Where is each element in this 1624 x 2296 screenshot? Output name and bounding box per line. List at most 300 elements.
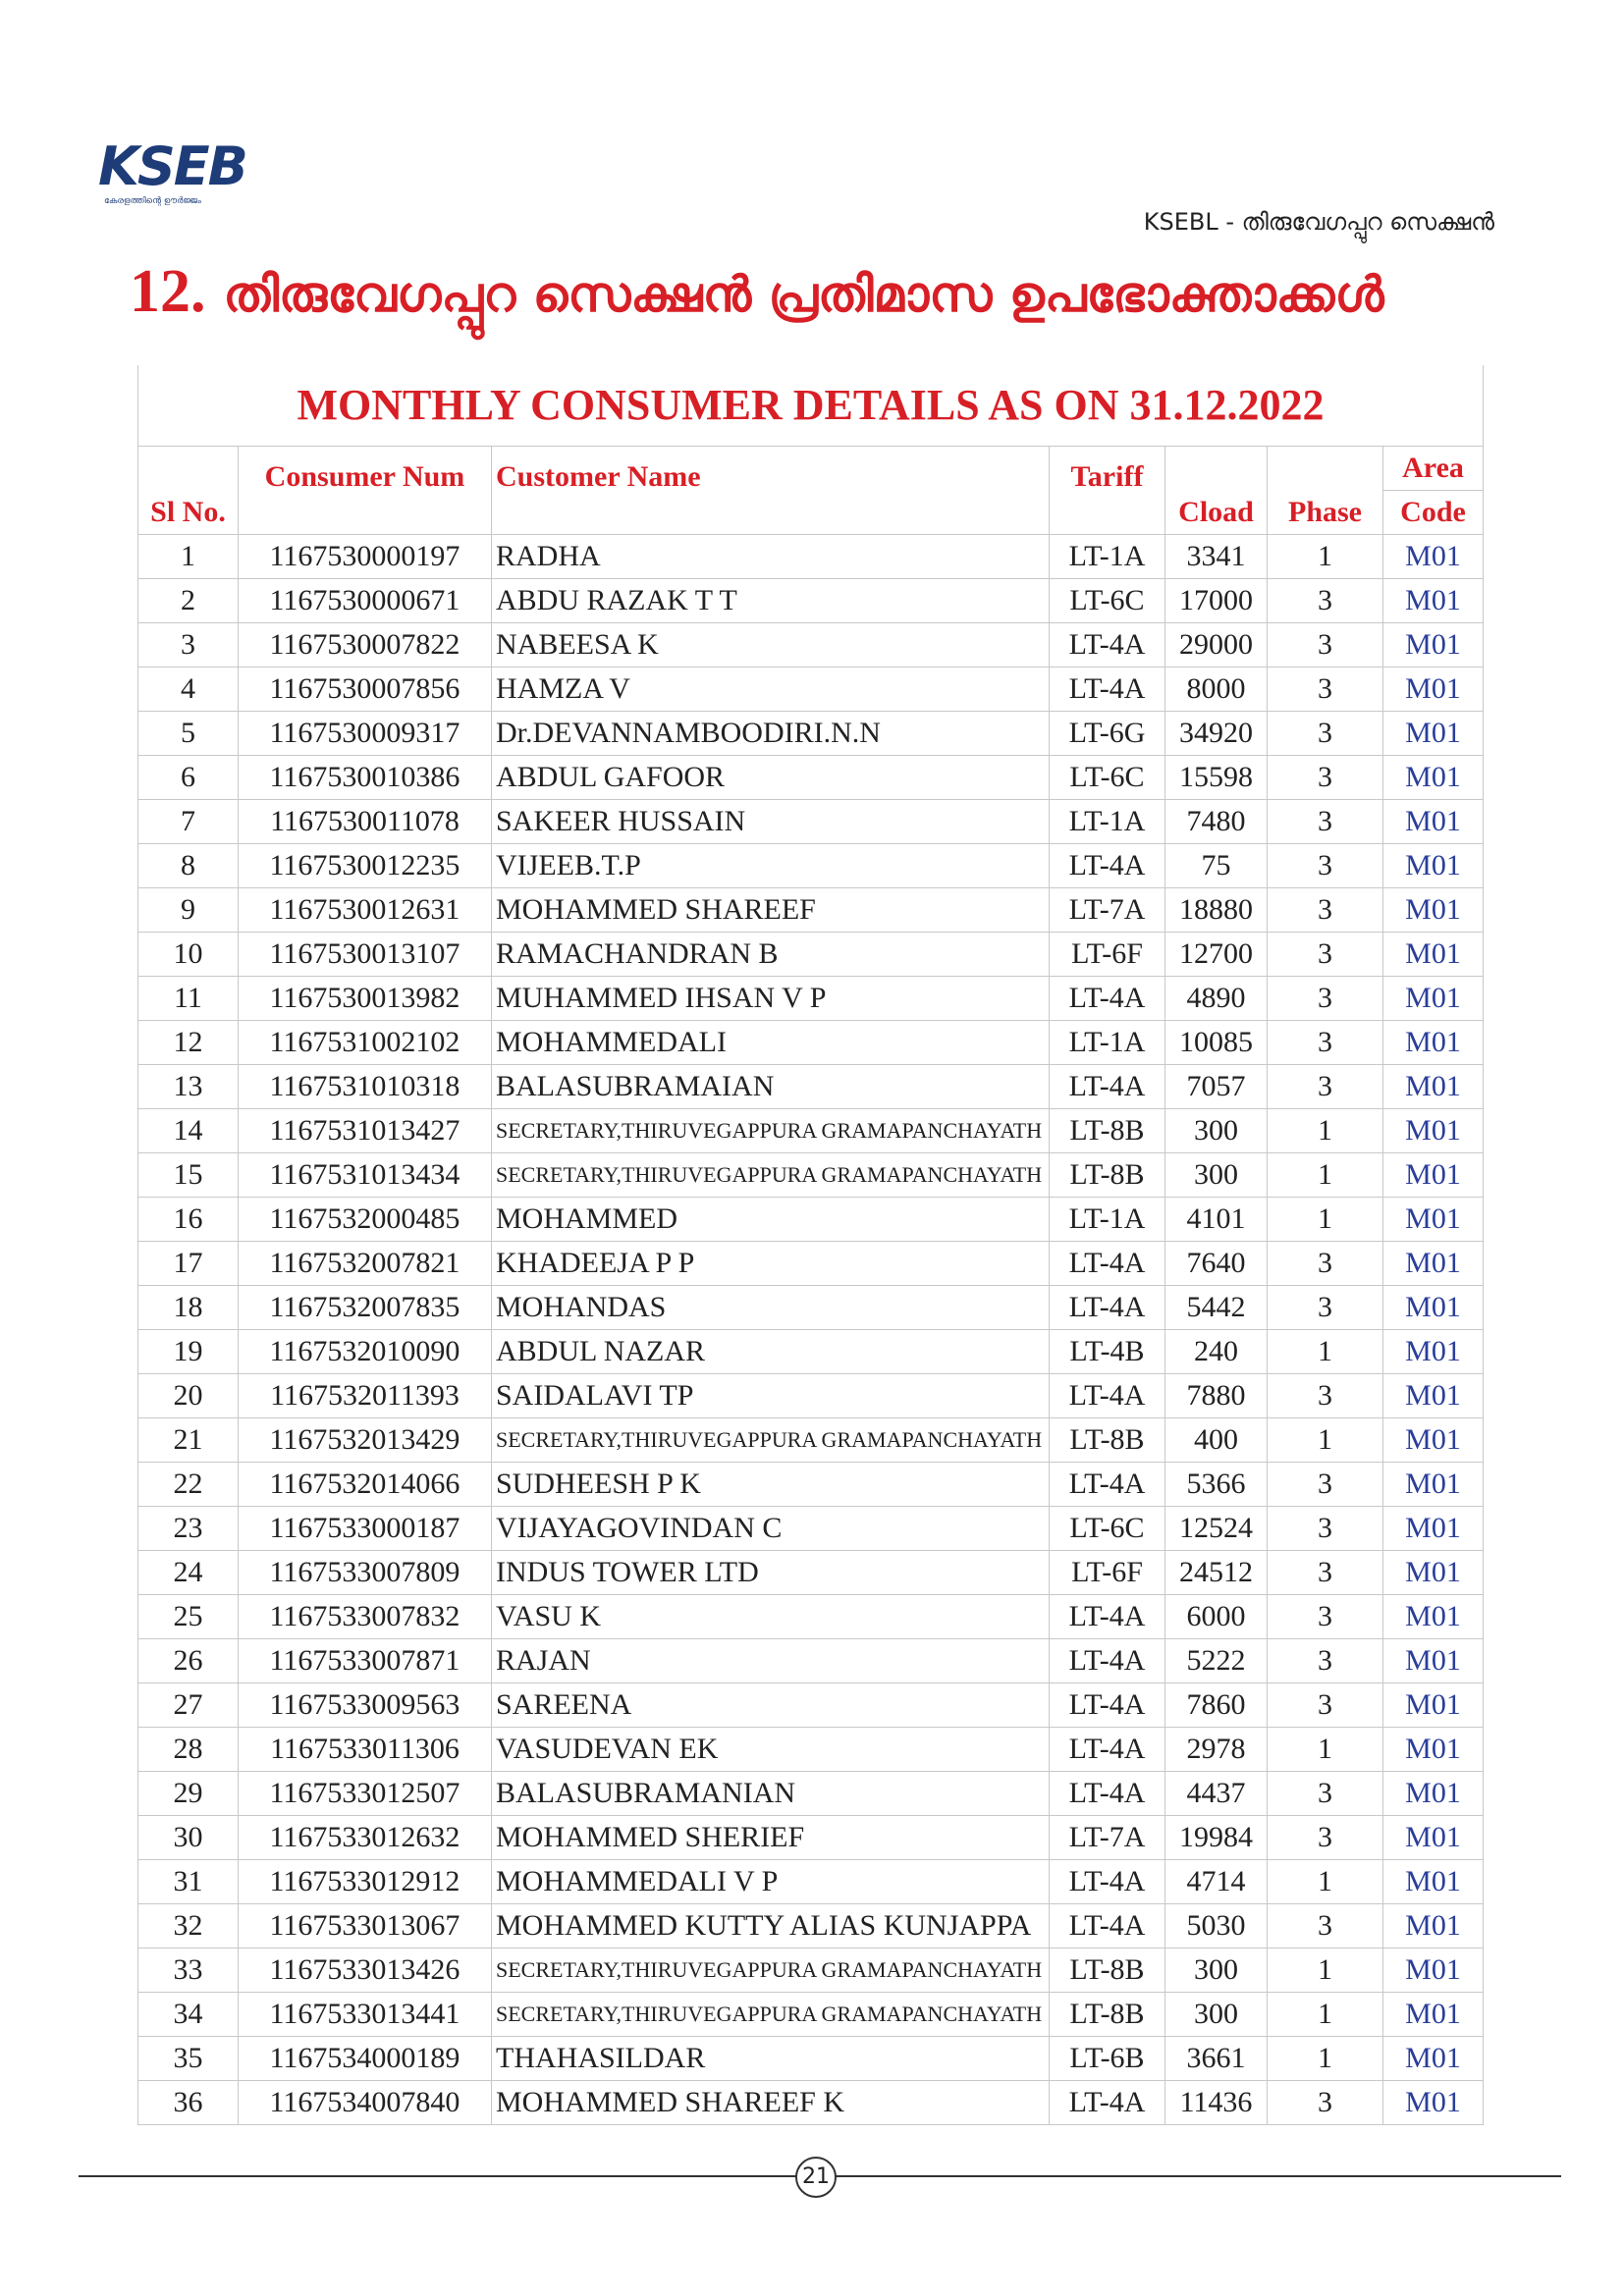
cell-tariff: LT-8B xyxy=(1050,1418,1165,1463)
cell-tariff: LT-1A xyxy=(1050,535,1165,579)
cell-tariff: LT-4A xyxy=(1050,1286,1165,1330)
cell-sl-no: 16 xyxy=(138,1198,239,1242)
cell-tariff: LT-4A xyxy=(1050,623,1165,667)
cell-area-code: M01 xyxy=(1383,1639,1484,1683)
cell-area-code: M01 xyxy=(1383,2037,1484,2081)
consumer-table xyxy=(137,365,1484,2125)
cell-consumer-num: 1167530009317 xyxy=(239,712,492,756)
cell-area-code: M01 xyxy=(1383,1816,1484,1860)
cell-phase: 3 xyxy=(1268,756,1383,800)
cell-consumer-num: 1167533000187 xyxy=(239,1507,492,1551)
cell-phase: 3 xyxy=(1268,844,1383,888)
cell-sl-no: 36 xyxy=(138,2081,239,2125)
cell-phase: 1 xyxy=(1268,2037,1383,2081)
cell-consumer-num: 1167533012912 xyxy=(239,1860,492,1904)
cell-customer-name: SECRETARY,THIRUVEGAPPURA GRAMAPANCHAYATH xyxy=(492,1109,1050,1153)
table-row xyxy=(138,756,1484,800)
cell-phase: 3 xyxy=(1268,1595,1383,1639)
table-row xyxy=(138,933,1484,977)
cell-tariff: LT-4A xyxy=(1050,1374,1165,1418)
cell-consumer-num: 1167531013427 xyxy=(239,1109,492,1153)
cell-customer-name: SECRETARY,THIRUVEGAPPURA GRAMAPANCHAYATH xyxy=(492,1418,1050,1463)
table-row xyxy=(138,1198,1484,1242)
consumer-table-container xyxy=(137,365,1483,2125)
cell-consumer-num: 1167532014066 xyxy=(239,1463,492,1507)
cell-cload: 11436 xyxy=(1165,2081,1268,2125)
table-row xyxy=(138,1816,1484,1860)
cell-tariff: LT-6C xyxy=(1050,579,1165,623)
cell-tariff: LT-4A xyxy=(1050,977,1165,1021)
cell-phase: 1 xyxy=(1268,1418,1383,1463)
cell-sl-no: 13 xyxy=(138,1065,239,1109)
cell-consumer-num: 1167533013067 xyxy=(239,1904,492,1949)
cell-area-code: M01 xyxy=(1383,1595,1484,1639)
cell-cload: 75 xyxy=(1165,844,1268,888)
cell-consumer-num: 1167533007832 xyxy=(239,1595,492,1639)
title-text: തിരുവേഗപ്പുറ സെക്ഷൻ പ്രതിമാസ ഉപഭോക്താക്കൾ xyxy=(223,266,1384,323)
cell-phase: 3 xyxy=(1268,1374,1383,1418)
cell-customer-name: SUDHEESH P K xyxy=(492,1463,1050,1507)
cell-cload: 19984 xyxy=(1165,1816,1268,1860)
cell-area-code: M01 xyxy=(1383,1860,1484,1904)
cell-cload: 7860 xyxy=(1165,1683,1268,1728)
cell-phase: 3 xyxy=(1268,623,1383,667)
cell-sl-no: 21 xyxy=(138,1418,239,1463)
cell-area-code: M01 xyxy=(1383,1463,1484,1507)
cell-tariff: LT-8B xyxy=(1050,1993,1165,2037)
cell-consumer-num: 1167533007809 xyxy=(239,1551,492,1595)
table-row xyxy=(138,1949,1484,1993)
cell-customer-name: SAREENA xyxy=(492,1683,1050,1728)
cell-sl-no: 34 xyxy=(138,1993,239,2037)
cell-area-code: M01 xyxy=(1383,977,1484,1021)
table-row xyxy=(138,1551,1484,1595)
cell-customer-name: SECRETARY,THIRUVEGAPPURA GRAMAPANCHAYATH xyxy=(492,1153,1050,1198)
cell-sl-no: 24 xyxy=(138,1551,239,1595)
cell-phase: 3 xyxy=(1268,1639,1383,1683)
table-row xyxy=(138,800,1484,844)
cell-area-code: M01 xyxy=(1383,1949,1484,1993)
cell-consumer-num: 1167534007840 xyxy=(239,2081,492,2125)
cell-cload: 5366 xyxy=(1165,1463,1268,1507)
table-row xyxy=(138,623,1484,667)
cell-area-code: M01 xyxy=(1383,844,1484,888)
table-row xyxy=(138,667,1484,712)
cell-tariff: LT-4A xyxy=(1050,1065,1165,1109)
table-row xyxy=(138,1330,1484,1374)
cell-cload: 34920 xyxy=(1165,712,1268,756)
cell-phase: 3 xyxy=(1268,712,1383,756)
cell-area-code: M01 xyxy=(1383,1507,1484,1551)
cell-tariff: LT-6F xyxy=(1050,933,1165,977)
cell-consumer-num: 1167530012235 xyxy=(239,844,492,888)
cell-cload: 12700 xyxy=(1165,933,1268,977)
cell-cload: 15598 xyxy=(1165,756,1268,800)
cell-customer-name: RADHA xyxy=(492,535,1050,579)
cell-consumer-num: 1167533009563 xyxy=(239,1683,492,1728)
cell-customer-name: ABDUL NAZAR xyxy=(492,1330,1050,1374)
cell-phase: 3 xyxy=(1268,1065,1383,1109)
cell-cload: 7640 xyxy=(1165,1242,1268,1286)
cell-phase: 3 xyxy=(1268,933,1383,977)
cell-customer-name: THAHASILDAR xyxy=(492,2037,1050,2081)
table-row xyxy=(138,1595,1484,1639)
cell-customer-name: KHADEEJA P P xyxy=(492,1242,1050,1286)
cell-cload: 7480 xyxy=(1165,800,1268,844)
cell-phase: 1 xyxy=(1268,1198,1383,1242)
cell-tariff: LT-8B xyxy=(1050,1153,1165,1198)
cell-area-code: M01 xyxy=(1383,1330,1484,1374)
cell-tariff: LT-4A xyxy=(1050,1639,1165,1683)
cell-phase: 3 xyxy=(1268,1242,1383,1286)
cell-phase: 3 xyxy=(1268,1551,1383,1595)
cell-cload: 5030 xyxy=(1165,1904,1268,1949)
cell-cload: 3341 xyxy=(1165,535,1268,579)
cell-customer-name: SECRETARY,THIRUVEGAPPURA GRAMAPANCHAYATH xyxy=(492,1949,1050,1993)
cell-cload: 300 xyxy=(1165,1109,1268,1153)
cell-cload: 3661 xyxy=(1165,2037,1268,2081)
cell-area-code: M01 xyxy=(1383,1993,1484,2037)
logo-wordmark xyxy=(98,137,265,196)
table-row xyxy=(138,1153,1484,1198)
cell-area-code: M01 xyxy=(1383,579,1484,623)
cell-area-code: M01 xyxy=(1383,800,1484,844)
table-row xyxy=(138,712,1484,756)
cell-phase: 3 xyxy=(1268,1286,1383,1330)
header-customer-name: Customer Name xyxy=(492,447,1050,535)
cell-customer-name: MOHAMMEDALI xyxy=(492,1021,1050,1065)
cell-tariff: LT-4A xyxy=(1050,1860,1165,1904)
cell-sl-no: 23 xyxy=(138,1507,239,1551)
cell-tariff: LT-4A xyxy=(1050,2081,1165,2125)
cell-tariff: LT-8B xyxy=(1050,1949,1165,1993)
cell-tariff: LT-4A xyxy=(1050,1595,1165,1639)
cell-consumer-num: 1167533011306 xyxy=(239,1728,492,1772)
cell-consumer-num: 1167530012631 xyxy=(239,888,492,933)
cell-tariff: LT-1A xyxy=(1050,800,1165,844)
cell-area-code: M01 xyxy=(1383,1021,1484,1065)
cell-customer-name: SAKEER HUSSAIN xyxy=(492,800,1050,844)
cell-consumer-num: 1167530011078 xyxy=(239,800,492,844)
table-row xyxy=(138,844,1484,888)
cell-sl-no: 29 xyxy=(138,1772,239,1816)
cell-sl-no: 22 xyxy=(138,1463,239,1507)
cell-tariff: LT-7A xyxy=(1050,1816,1165,1860)
cell-area-code: M01 xyxy=(1383,1418,1484,1463)
cell-cload: 7880 xyxy=(1165,1374,1268,1418)
cell-phase: 3 xyxy=(1268,1021,1383,1065)
cell-cload: 12524 xyxy=(1165,1507,1268,1551)
cell-phase: 3 xyxy=(1268,888,1383,933)
cell-phase: 1 xyxy=(1268,1860,1383,1904)
cell-consumer-num: 1167533013426 xyxy=(239,1949,492,1993)
cell-customer-name: RAJAN xyxy=(492,1639,1050,1683)
cell-area-code: M01 xyxy=(1383,1065,1484,1109)
cell-tariff: LT-1A xyxy=(1050,1198,1165,1242)
cell-customer-name: MOHAMMED SHAREEF xyxy=(492,888,1050,933)
cell-cload: 8000 xyxy=(1165,667,1268,712)
cell-consumer-num: 1167530013982 xyxy=(239,977,492,1021)
table-banner: MONTHLY CONSUMER DETAILS AS ON 31.12.2022 xyxy=(138,365,1484,447)
header-area: Area xyxy=(1383,447,1484,491)
cell-area-code: M01 xyxy=(1383,1904,1484,1949)
cell-consumer-num: 1167532007835 xyxy=(239,1286,492,1330)
cell-sl-no: 15 xyxy=(138,1153,239,1198)
cell-cload: 24512 xyxy=(1165,1551,1268,1595)
logo-tagline: കേരളത്തിന്റെ ഊർജ്ജം xyxy=(104,196,201,206)
cell-sl-no: 7 xyxy=(138,800,239,844)
cell-consumer-num: 1167530007856 xyxy=(239,667,492,712)
cell-area-code: M01 xyxy=(1383,1683,1484,1728)
cell-phase: 3 xyxy=(1268,579,1383,623)
table-row xyxy=(138,535,1484,579)
header-phase: Phase xyxy=(1268,447,1383,535)
cell-customer-name: INDUS TOWER LTD xyxy=(492,1551,1050,1595)
cell-phase: 1 xyxy=(1268,1949,1383,1993)
cell-phase: 3 xyxy=(1268,1507,1383,1551)
cell-customer-name: MOHAMMED xyxy=(492,1198,1050,1242)
cell-customer-name: BALASUBRAMAIAN xyxy=(492,1065,1050,1109)
cell-phase: 1 xyxy=(1268,1728,1383,1772)
cell-area-code: M01 xyxy=(1383,1198,1484,1242)
cell-phase: 3 xyxy=(1268,977,1383,1021)
table-row xyxy=(138,1728,1484,1772)
cell-phase: 3 xyxy=(1268,2081,1383,2125)
cell-area-code: M01 xyxy=(1383,1772,1484,1816)
cell-area-code: M01 xyxy=(1383,756,1484,800)
cell-cload: 300 xyxy=(1165,1153,1268,1198)
cell-tariff: LT-4A xyxy=(1050,1463,1165,1507)
cell-cload: 7057 xyxy=(1165,1065,1268,1109)
cell-tariff: LT-4A xyxy=(1050,844,1165,888)
cell-sl-no: 10 xyxy=(138,933,239,977)
cell-customer-name: MOHAMMED KUTTY ALIAS KUNJAPPA xyxy=(492,1904,1050,1949)
cell-phase: 1 xyxy=(1268,1153,1383,1198)
cell-cload: 29000 xyxy=(1165,623,1268,667)
cell-area-code: M01 xyxy=(1383,1728,1484,1772)
cell-area-code: M01 xyxy=(1383,1374,1484,1418)
cell-consumer-num: 1167533012507 xyxy=(239,1772,492,1816)
page-number: 21 xyxy=(795,2157,837,2198)
cell-consumer-num: 1167533007871 xyxy=(239,1639,492,1683)
cell-sl-no: 5 xyxy=(138,712,239,756)
cell-tariff: LT-6C xyxy=(1050,756,1165,800)
cell-area-code: M01 xyxy=(1383,1153,1484,1198)
cell-customer-name: MUHAMMED IHSAN V P xyxy=(492,977,1050,1021)
cell-sl-no: 14 xyxy=(138,1109,239,1153)
cell-consumer-num: 1167532007821 xyxy=(239,1242,492,1286)
cell-sl-no: 19 xyxy=(138,1330,239,1374)
cell-customer-name: ABDUL GAFOOR xyxy=(492,756,1050,800)
table-row xyxy=(138,977,1484,1021)
cell-cload: 300 xyxy=(1165,1949,1268,1993)
cell-tariff: LT-6F xyxy=(1050,1551,1165,1595)
cell-tariff: LT-4A xyxy=(1050,1683,1165,1728)
cell-customer-name: HAMZA V xyxy=(492,667,1050,712)
cell-area-code: M01 xyxy=(1383,667,1484,712)
cell-customer-name: Dr.DEVANNAMBOODIRI.N.N xyxy=(492,712,1050,756)
cell-cload: 300 xyxy=(1165,1993,1268,2037)
cell-customer-name: SECRETARY,THIRUVEGAPPURA GRAMAPANCHAYATH xyxy=(492,1993,1050,2037)
cell-customer-name: VIJAYAGOVINDAN C xyxy=(492,1507,1050,1551)
cell-cload: 4714 xyxy=(1165,1860,1268,1904)
cell-phase: 3 xyxy=(1268,667,1383,712)
cell-consumer-num: 1167531013434 xyxy=(239,1153,492,1198)
cell-sl-no: 28 xyxy=(138,1728,239,1772)
cell-tariff: LT-8B xyxy=(1050,1109,1165,1153)
cell-area-code: M01 xyxy=(1383,1286,1484,1330)
cell-area-code: M01 xyxy=(1383,933,1484,977)
cell-customer-name: RAMACHANDRAN B xyxy=(492,933,1050,977)
cell-phase: 3 xyxy=(1268,1816,1383,1860)
cell-consumer-num: 1167533013441 xyxy=(239,1993,492,2037)
cell-cload: 5222 xyxy=(1165,1639,1268,1683)
cell-sl-no: 31 xyxy=(138,1860,239,1904)
cell-phase: 3 xyxy=(1268,1904,1383,1949)
cell-phase: 3 xyxy=(1268,800,1383,844)
cell-cload: 240 xyxy=(1165,1330,1268,1374)
cell-area-code: M01 xyxy=(1383,623,1484,667)
cell-sl-no: 35 xyxy=(138,2037,239,2081)
cell-tariff: LT-4A xyxy=(1050,1728,1165,1772)
cell-tariff: LT-6G xyxy=(1050,712,1165,756)
cell-cload: 4437 xyxy=(1165,1772,1268,1816)
table-row xyxy=(138,1065,1484,1109)
cell-tariff: LT-4A xyxy=(1050,667,1165,712)
cell-consumer-num: 1167530010386 xyxy=(239,756,492,800)
cell-sl-no: 9 xyxy=(138,888,239,933)
cell-customer-name: MOHAMMEDALI V P xyxy=(492,1860,1050,1904)
table-row xyxy=(138,1021,1484,1065)
cell-sl-no: 6 xyxy=(138,756,239,800)
cell-customer-name: MOHANDAS xyxy=(492,1286,1050,1330)
cell-customer-name: MOHAMMED SHERIEF xyxy=(492,1816,1050,1860)
cell-customer-name: VIJEEB.T.P xyxy=(492,844,1050,888)
cell-phase: 1 xyxy=(1268,1109,1383,1153)
cell-area-code: M01 xyxy=(1383,1109,1484,1153)
cell-consumer-num: 1167530000197 xyxy=(239,535,492,579)
cell-cload: 2978 xyxy=(1165,1728,1268,1772)
cell-customer-name: BALASUBRAMANIAN xyxy=(492,1772,1050,1816)
cell-consumer-num: 1167530013107 xyxy=(239,933,492,977)
cell-sl-no: 4 xyxy=(138,667,239,712)
cell-sl-no: 1 xyxy=(138,535,239,579)
table-row xyxy=(138,1993,1484,2037)
cell-area-code: M01 xyxy=(1383,888,1484,933)
cell-phase: 3 xyxy=(1268,1463,1383,1507)
cell-consumer-num: 1167531010318 xyxy=(239,1065,492,1109)
cell-cload: 400 xyxy=(1165,1418,1268,1463)
cell-area-code: M01 xyxy=(1383,535,1484,579)
table-row xyxy=(138,1639,1484,1683)
cell-phase: 3 xyxy=(1268,1772,1383,1816)
cell-consumer-num: 1167530007822 xyxy=(239,623,492,667)
header-consumer-num: Consumer Num xyxy=(239,447,492,535)
table-row xyxy=(138,888,1484,933)
kseb-logo xyxy=(98,137,265,216)
table-row xyxy=(138,1286,1484,1330)
table-row xyxy=(138,1109,1484,1153)
cell-tariff: LT-4A xyxy=(1050,1772,1165,1816)
cell-tariff: LT-4A xyxy=(1050,1242,1165,1286)
cell-consumer-num: 1167532000485 xyxy=(239,1198,492,1242)
header-sl-no: Sl No. xyxy=(138,447,239,535)
table-row xyxy=(138,1860,1484,1904)
cell-sl-no: 17 xyxy=(138,1242,239,1286)
header-cload: Cload xyxy=(1165,447,1268,535)
cell-cload: 5442 xyxy=(1165,1286,1268,1330)
cell-cload: 18880 xyxy=(1165,888,1268,933)
header-tariff: Tariff xyxy=(1050,447,1165,535)
cell-tariff: LT-6B xyxy=(1050,2037,1165,2081)
cell-sl-no: 33 xyxy=(138,1949,239,1993)
cell-cload: 4890 xyxy=(1165,977,1268,1021)
cell-sl-no: 20 xyxy=(138,1374,239,1418)
table-row xyxy=(138,2037,1484,2081)
table-row xyxy=(138,1683,1484,1728)
header-code: Code xyxy=(1383,491,1484,535)
cell-phase: 1 xyxy=(1268,1330,1383,1374)
cell-tariff: LT-1A xyxy=(1050,1021,1165,1065)
cell-consumer-num: 1167532013429 xyxy=(239,1418,492,1463)
cell-tariff: LT-4A xyxy=(1050,1904,1165,1949)
table-row xyxy=(138,1772,1484,1816)
table-row xyxy=(138,1418,1484,1463)
cell-area-code: M01 xyxy=(1383,1551,1484,1595)
cell-phase: 1 xyxy=(1268,1993,1383,2037)
table-row xyxy=(138,1507,1484,1551)
cell-sl-no: 11 xyxy=(138,977,239,1021)
header-row xyxy=(138,447,1484,491)
cell-sl-no: 3 xyxy=(138,623,239,667)
cell-area-code: M01 xyxy=(1383,2081,1484,2125)
cell-consumer-num: 1167532010090 xyxy=(239,1330,492,1374)
cell-consumer-num: 1167532011393 xyxy=(239,1374,492,1418)
cell-area-code: M01 xyxy=(1383,1242,1484,1286)
table-row xyxy=(138,1374,1484,1418)
cell-sl-no: 8 xyxy=(138,844,239,888)
table-row xyxy=(138,1904,1484,1949)
section-number: 12. xyxy=(130,258,206,325)
cell-phase: 3 xyxy=(1268,1683,1383,1728)
cell-customer-name: VASUDEVAN EK xyxy=(492,1728,1050,1772)
cell-customer-name: SAIDALAVI TP xyxy=(492,1374,1050,1418)
cell-phase: 1 xyxy=(1268,535,1383,579)
cell-tariff: LT-4B xyxy=(1050,1330,1165,1374)
cell-consumer-num: 1167533012632 xyxy=(239,1816,492,1860)
cell-tariff: LT-7A xyxy=(1050,888,1165,933)
table-body xyxy=(138,535,1484,2125)
cell-customer-name: ABDU RAZAK T T xyxy=(492,579,1050,623)
cell-customer-name: MOHAMMED SHAREEF K xyxy=(492,2081,1050,2125)
cell-cload: 10085 xyxy=(1165,1021,1268,1065)
cell-sl-no: 18 xyxy=(138,1286,239,1330)
cell-customer-name: VASU K xyxy=(492,1595,1050,1639)
cell-consumer-num: 1167531002102 xyxy=(239,1021,492,1065)
cell-sl-no: 12 xyxy=(138,1021,239,1065)
cell-sl-no: 2 xyxy=(138,579,239,623)
table-row xyxy=(138,579,1484,623)
cell-cload: 4101 xyxy=(1165,1198,1268,1242)
cell-sl-no: 25 xyxy=(138,1595,239,1639)
cell-area-code: M01 xyxy=(1383,712,1484,756)
cell-tariff: LT-6C xyxy=(1050,1507,1165,1551)
cell-sl-no: 27 xyxy=(138,1683,239,1728)
section-header: KSEBL - തിരുവേഗപ്പുറ സെക്ഷൻ xyxy=(1143,208,1494,236)
cell-cload: 6000 xyxy=(1165,1595,1268,1639)
cell-sl-no: 30 xyxy=(138,1816,239,1860)
cell-sl-no: 32 xyxy=(138,1904,239,1949)
